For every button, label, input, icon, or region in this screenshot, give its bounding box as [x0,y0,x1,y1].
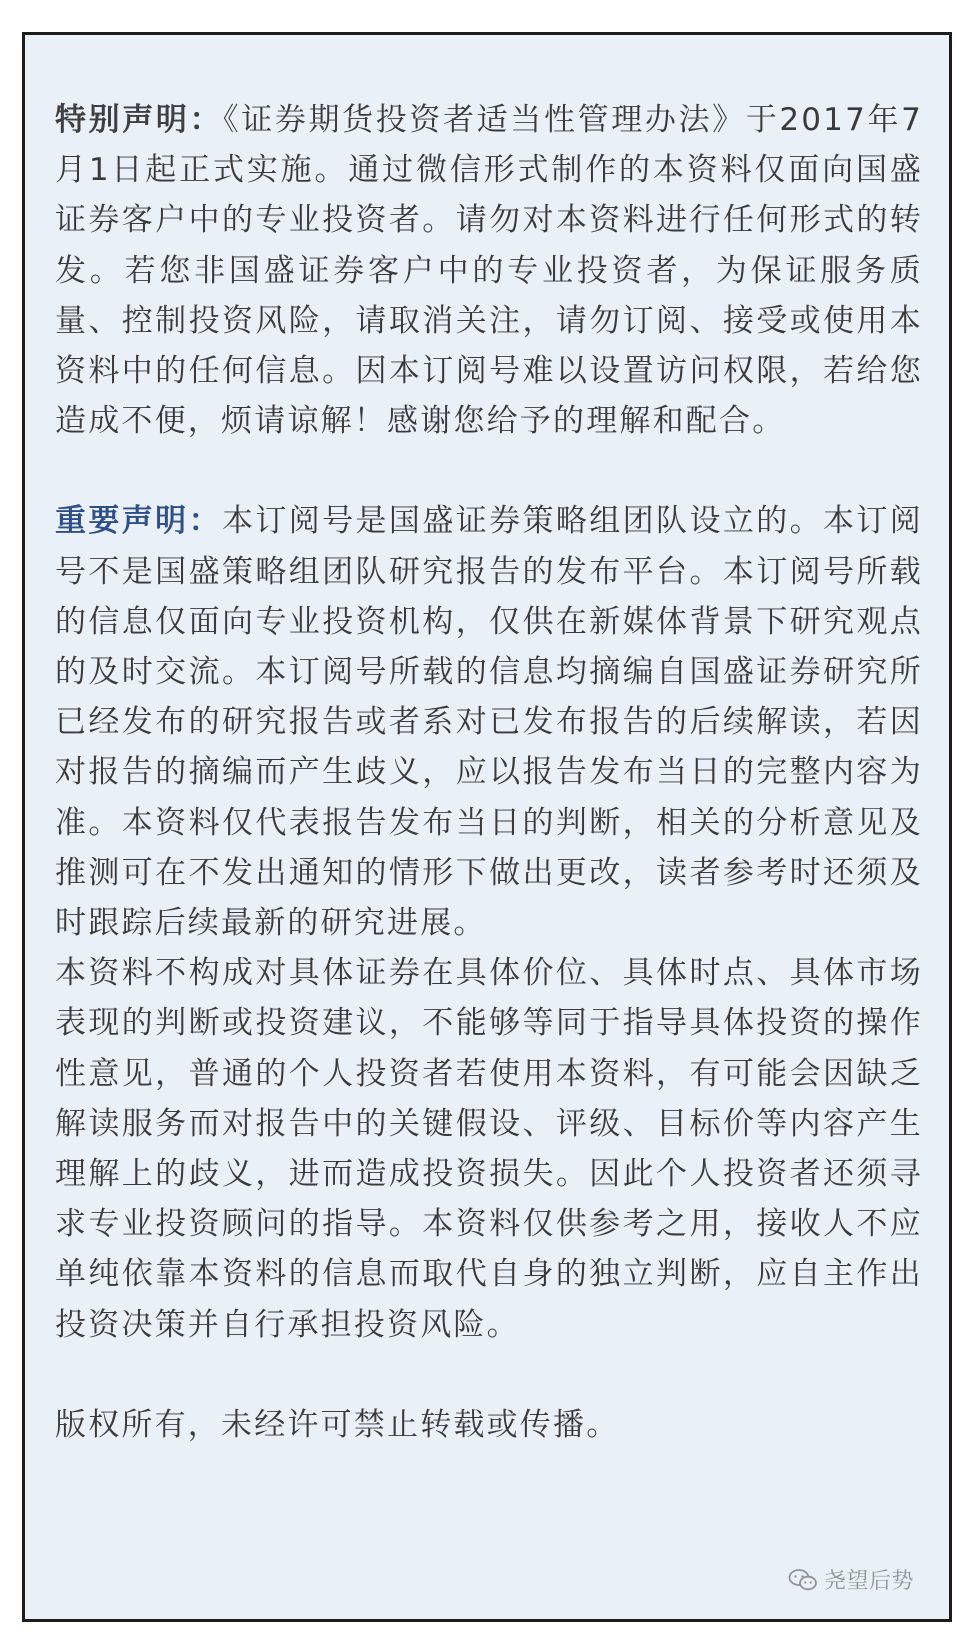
wechat-icon [788,1568,818,1592]
disclaimer-content [55,95,923,1450]
paragraph-gap [55,446,923,496]
important-statement-label: 重要声明： [55,503,222,540]
copyright-notice: 版权所有，未经许可禁止转载或传播。 [55,1406,620,1443]
important-statement-text: 本订阅号是国盛证券策略组团队设立的。本订阅号不是国盛策略组团队研究报告的发布平台。本订阅号所载的信息仅面向专业投资机构，仅供在新媒体背景下研究观点的及时交流。本订阅号所载的信息均摘编自国盛证券研究所已经发布的研究报告或者系对已发布报告的后续解读，若因对报告的摘编而产生歧义，应以报告发布当日的完整内容为准。本资料仅代表报告发布当日的判断，相关的分析意见及推测可在不发出通知的情形下做出更改，读者参考时还须及时跟踪后续最新的研究进展。 [55,503,924,942]
special-statement-label: 特别声明： [55,102,224,138]
disclaimer-paragraph: 本资料不构成对具体证券在具体价位、具体时点、具体市场表现的判断或投资建议，不能够等同于指导具体投资的操作性意见，普通的个人投资者若使用本资料，有可能会因缺乏解读服务而对报告中的关键假设、评级、目标价等内容产生理解上的歧义，进而造成投资损失。因此个人投资者还须寻求专业投资顾问的指导。本资料仅供参考之用，接收人不应单纯依靠本资料的信息而取代自身的独立判断，应自主作出投资决策并自行承担投资风险。 [55,955,923,1343]
special-statement [55,95,923,446]
special-statement-text: 《证券期货投资者适当性管理办法》于2017年7月1日起正式实施。通过微信形式制作的本资料仅面向国盛证券客户中的专业投资者。请勿对本资料进行任何形式的转发。若您非国盛证券客户中的专业投资者，为保证服务质量、控制投资风险，请取消关注，请勿订阅、接受或使用本资料中的任何信息。因本订阅号难以设置访问权限，若给您造成不便，烦请谅解！感谢您给予的理解和配合。 [55,102,924,440]
account-watermark [788,1564,914,1595]
important-statement [55,496,923,948]
disclaimer-box [22,32,952,1622]
watermark-text: 尧望后势 [823,1569,914,1594]
paragraph-gap [55,1350,923,1400]
